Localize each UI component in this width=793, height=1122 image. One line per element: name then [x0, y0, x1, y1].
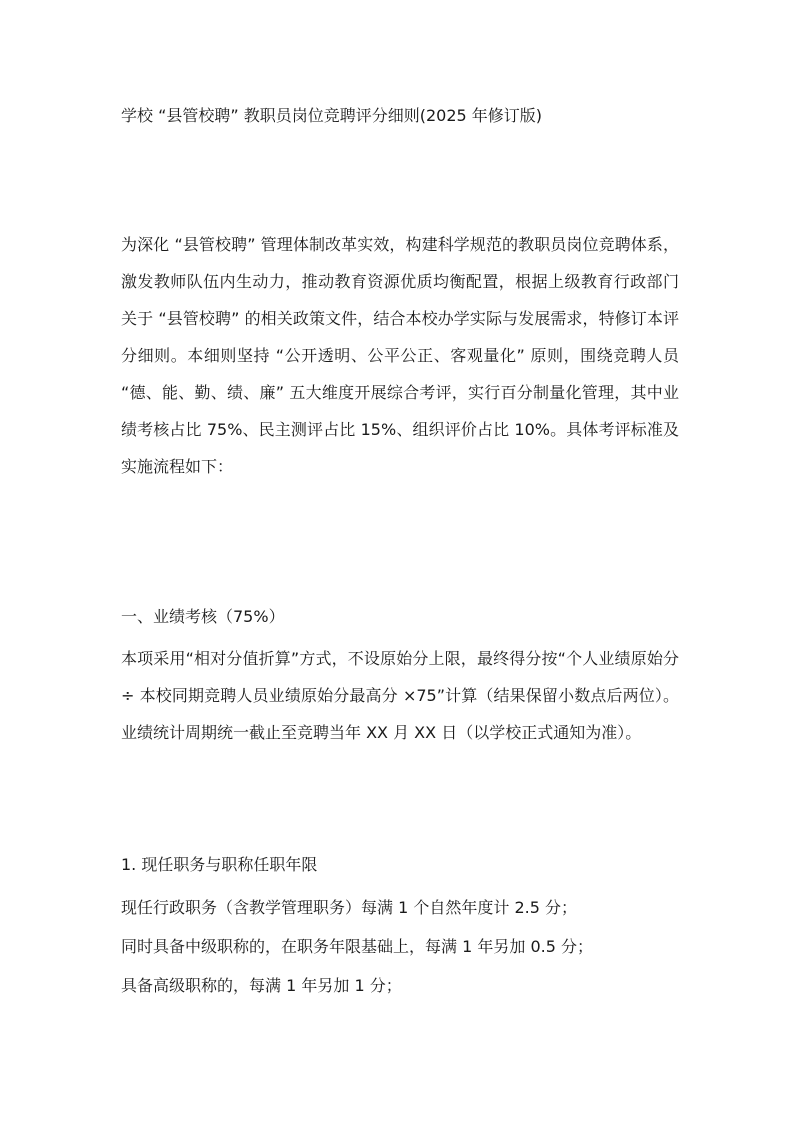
tenure-rules — [121, 888, 681, 1005]
performance-paragraph: 本项采用“相对分值折算”方式，不设原始分上限，最终得分按“个人业绩原始分 ÷ 本校同期竞聘人员业绩原始分最高分 ×75”计算（结果保留小数点后两位）。业绩统计周期统一截止至竞聘当年 XX 月 XX 日（以学校正式通知为准）。 — [121, 649, 679, 742]
tenure-rule-line: 具备高级职称的，每满 1 年另加 1 分； — [121, 976, 402, 995]
tenure-rule-line: 现任行政职务（含教学管理职务）每满 1 个自然年度计 2.5 分； — [121, 898, 577, 917]
intro-paragraph: 为深化 “县管校聘” 管理体制改革实效，构建科学规范的教职员岗位竞聘体系，激发教师队伍内生动力，推动教育资源优质均衡配置，根据上级教育行政部门关于 “县管校聘” 的相关政策文件，结合本校办学实际与发展需求，特修订本评分细则。本细则坚持 “公开透明、公平公正、客观量化” 原则，围绕竞聘人员 “德、能、勤、绩、廉” 五大维度开展综合考评，实行百分制量化管理，其中业绩考核占比 75%、民主测评占比 15%、组织评价占比 10%。具体考评标准及实施流程如下： — [121, 235, 679, 476]
section-heading-performance: 一、业绩考核（75%） — [121, 607, 285, 626]
subsection-heading-tenure: 1. 现任职务与职称任职年限 — [121, 855, 318, 874]
document-title: 学校 “县管校聘” 教职员岗位竞聘评分细则(2025 年修订版) — [121, 106, 543, 125]
tenure-rule-line: 同时具备中级职称的，在职务年限基础上，每满 1 年另加 0.5 分； — [121, 937, 593, 956]
